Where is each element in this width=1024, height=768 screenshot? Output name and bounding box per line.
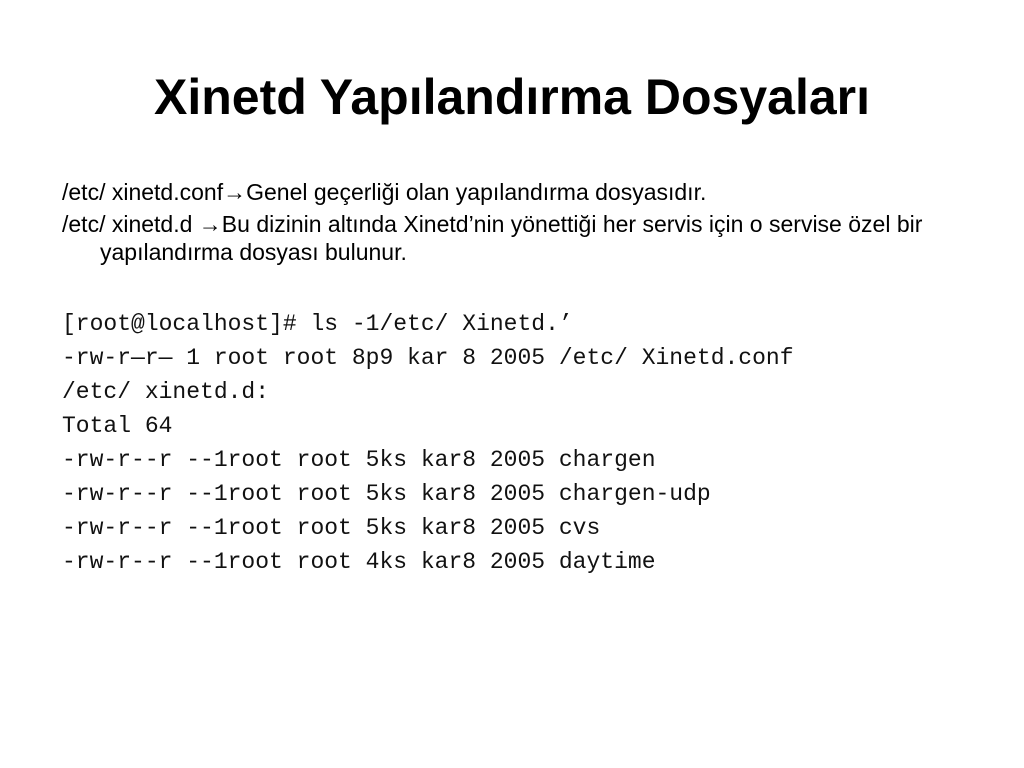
terminal-listing bbox=[62, 310, 962, 582]
code-line-chargen-udp: -rw-r--r --1root root 5ks kar8 2005 chargen-udp bbox=[62, 481, 711, 507]
code-line-daytime: -rw-r--r --1root root 4ks kar8 2005 daytime bbox=[62, 549, 656, 575]
paragraph-xinetd-conf: /etc/ xinetd.conf→Genel geçerliği olan yapılandırma dosyasıdır. bbox=[62, 179, 707, 205]
code-line-cvs: -rw-r--r --1root root 5ks kar8 2005 cvs bbox=[62, 515, 601, 541]
code-line-directory: /etc/ xinetd.d: bbox=[62, 379, 270, 405]
code-line-chargen: -rw-r--r --1root root 5ks kar8 2005 chargen bbox=[62, 447, 656, 473]
slide-title: Xinetd Yapılandırma Dosyaları bbox=[153, 69, 870, 125]
slide-body-text bbox=[62, 178, 962, 270]
code-line-command: [root@localhost]# ls -1/etc/ Xinetd.’ bbox=[62, 311, 573, 337]
code-line-total: Total 64 bbox=[62, 413, 173, 439]
paragraph-xinetd-d: /etc/ xinetd.d →Bu dizinin altında Xinetd’nin yönettiği her servis için o servise özel bir yapılandırma dosyası bulunur. bbox=[62, 211, 929, 265]
code-line-xinetd-conf: -rw-r—r— 1 root root 8p9 kar 8 2005 /etc/ Xinetd.conf bbox=[62, 345, 794, 371]
